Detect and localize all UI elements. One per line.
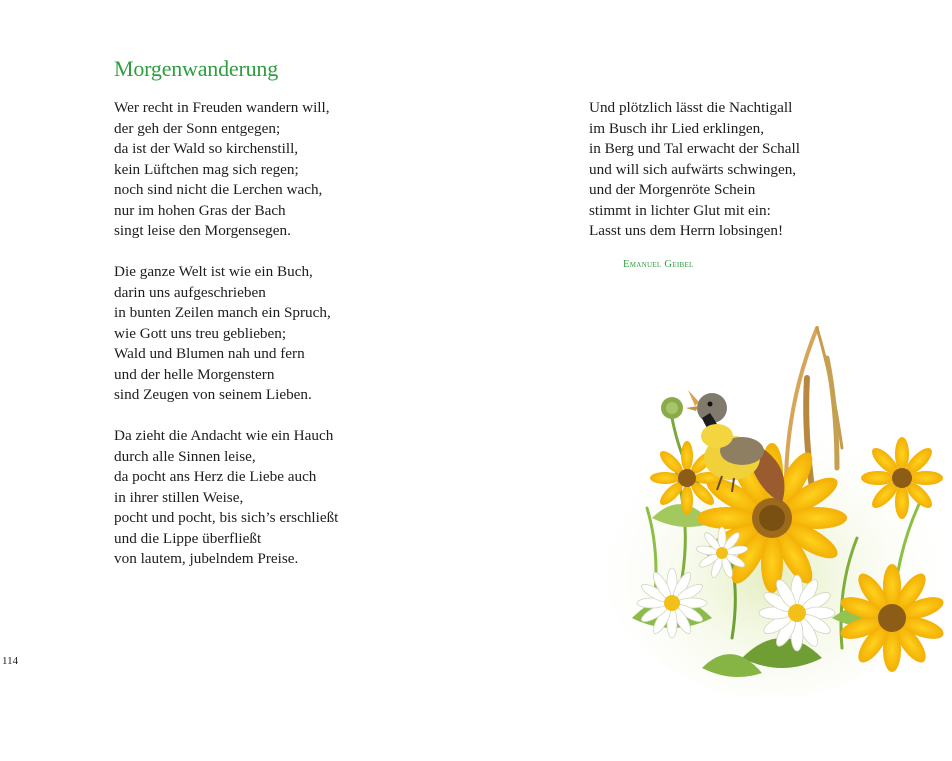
stanza bbox=[114, 98, 444, 242]
poem-line: im Busch ihr Lied erklingen, bbox=[589, 119, 765, 137]
poem-line: und die Lippe überfließt bbox=[114, 529, 262, 547]
bird-on-flowers-illustration bbox=[592, 318, 948, 696]
poem-line: sind Zeugen von seinem Lieben. bbox=[114, 386, 312, 403]
poem-line: durch alle Sinnen leise, bbox=[114, 447, 256, 465]
poem-line: wie Gott uns treu geblieben; bbox=[114, 324, 287, 342]
page-number: 114 bbox=[2, 655, 19, 667]
poem-line: Da zieht die Andacht wie ein Hauch bbox=[114, 427, 334, 444]
poem-line: singt leise den Morgensegen. bbox=[114, 222, 291, 239]
poem-line: und will sich aufwärts schwingen, bbox=[589, 160, 797, 178]
poem-line: Die ganze Welt ist wie ein Buch, bbox=[114, 263, 313, 280]
poem-line: der geh der Sonn entgegen; bbox=[114, 119, 281, 137]
poem-line: in ihrer stillen Weise, bbox=[114, 488, 244, 506]
poem-column-left bbox=[114, 98, 444, 590]
poem-column-right bbox=[589, 98, 889, 262]
poem-line: und der Morgenröte Schein bbox=[589, 181, 756, 198]
poem-line: pocht und pocht, bis sich’s erschließt bbox=[114, 509, 339, 526]
poem-line: Wer recht in Freuden wandern will, bbox=[114, 99, 330, 116]
stanza bbox=[589, 98, 889, 242]
poem-line: darin uns aufgeschrieben bbox=[114, 283, 266, 301]
poem-line: und der helle Morgenstern bbox=[114, 365, 275, 383]
stanza bbox=[114, 426, 444, 570]
poem-line: von lautem, jubelndem Preise. bbox=[114, 550, 299, 567]
sunflower-top-right bbox=[861, 437, 943, 519]
poem-line: Lasst uns dem Herrn lobsingen! bbox=[589, 222, 784, 239]
poem-line: Wald und Blumen nah und fern bbox=[114, 345, 305, 362]
poem-title: Morgenwanderung bbox=[114, 56, 278, 81]
poem-line: in bunten Zeilen manch ein Spruch, bbox=[114, 304, 331, 321]
stanza bbox=[114, 262, 444, 406]
poem-line: kein Lüftchen mag sich regen; bbox=[114, 160, 299, 178]
poem-line: Und plötzlich lässt die Nachtigall bbox=[589, 99, 793, 116]
poem-line: da pocht ans Herz die Liebe auch bbox=[114, 468, 317, 485]
poem-line: da ist der Wald so kirchenstill, bbox=[114, 140, 299, 157]
poem-line: nur im hohen Gras der Bach bbox=[114, 201, 286, 219]
poem-author: Emanuel Geibel bbox=[623, 259, 694, 270]
poem-line: in Berg und Tal erwacht der Schall bbox=[589, 140, 800, 157]
poem-line: noch sind nicht die Lerchen wach, bbox=[114, 181, 323, 198]
poem-line: stimmt in lichter Glut mit ein: bbox=[589, 201, 771, 219]
